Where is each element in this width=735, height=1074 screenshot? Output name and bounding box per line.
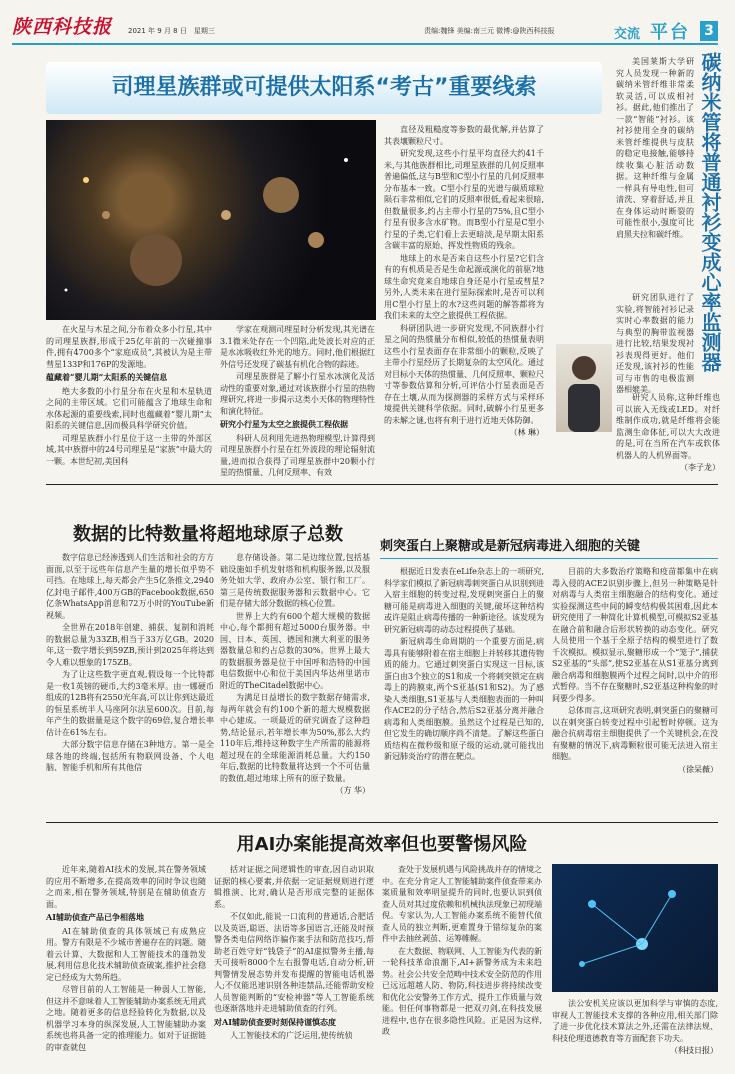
spike-para: 总体而言,这项研究表明,刺突蛋白的聚糖可以在刺突蛋白转变过程中引起暂时停顿。这为融合抗病毒宿主细胞提供了一个关键机会,在没有聚糖的情况下,病毒颗粒很可能无法进入宿主细胞。 (552, 706, 718, 761)
shirt-photo (556, 344, 612, 432)
ai-col-4 (552, 998, 718, 1057)
spike-para: 根据近日发表在eLife杂志上的一项研究,科学家们模拟了新冠病毒刺突蛋白从识别到进入宿主细胞的转变过程,发现刺突蛋白上的聚糖可能是病毒进入细胞的关键,破坏这种结构或许是阻止病毒传播的一种新途径。该发现为研究新冠病毒的动态过程提供了基础。 (384, 567, 544, 634)
network-icon (552, 864, 718, 992)
section-label-2: 平台 (650, 22, 690, 43)
spike-title-band (380, 536, 718, 559)
ai-para: 查处于发展机遇与风险挑战并存的情境之中。在充分肯定人工智能辅助案件侦查带来办案质量和效率明显提升的同时,也要认识到侦查人员对其过度依赖和机械执法现象已初现端倪。专家认为,人工智能办案系统不能替代侦查人员的独立判断,更难置身于错综复杂的案件中去抽丝剥茧、运筹帷幄。 (382, 865, 542, 943)
spike-title: 刺突蛋白上聚糖或是新冠病毒进入细胞的关键 (380, 539, 641, 554)
asteroid-para: 地球上的水是否来自这些小行星?它们含有的有机质是否是生命起源或演化的前驱?地球生命究竟来自地球自身还是小行星或彗星?另外,人类未来在进行星际探索时,是否可以利用C型小行星上的水?这些问题的解答都将为我们未来的太空之旅提供工程依据。 (384, 253, 544, 320)
asteroid-image (46, 120, 376, 320)
ai-para: 人工智能技术的广泛运用,使传统侦 (230, 1031, 353, 1040)
ai-para: 不仅如此,能说一口流利的普通话,合肥话以及英语,聪语、法语等多国语言,还能及时预警各类电信网络诈骗作案手法和防范技巧,帮助老百姓守好“钱袋子”的AI虚拟警务主播,每天可接听8000个左右报警电话,自动分析,研判警情发展态势并发布提醒的智能电话机器人;不仅能迅速识别各种违禁品,还能帮助安检人员智能判断的“安检神器”等人工智能系统也逐渐落地并走进辅助侦查的行列。 (214, 912, 374, 1013)
ai-col-3 (382, 864, 542, 1039)
asteroid-lead: 在火星与木星之间,分布着众多小行星,其中的司理星族群,形成于25亿年前的一次碰撞事件,拥有4700多个“家庭成员”,其被认为是主带彗星133P和176P的发源地。 (46, 325, 212, 369)
ai-image (552, 864, 718, 992)
asteroid-col-1 (46, 324, 212, 468)
data-para: 世界上大约有600个超大规模的数据中心,每个都拥有超过5000台服务器。中国、日本、英国、德国和澳大利亚的服务器数量总和约占总数的30%。世界上最大的数据服务器是位于中国呼和浩特的中国电信数据中心和位于美国内华达州里诺市附近的TheCitadel数据中心。 (220, 611, 370, 690)
asteroid-col-3 (384, 124, 544, 439)
section-divider (46, 484, 718, 485)
header-rule (12, 43, 718, 45)
data-title: 数据的比特数量将超地球原子总数 (73, 524, 343, 545)
data-col-2 (220, 552, 370, 797)
shirt-para: 研究团队进行了实验,将智能衬衫记录实时心率数据的能力与典型的胸带监视器进行比较,结果发现衬衫表现得更好。他们还发现,该衬衫的性能可与市售的电极监测器相媲美。 (616, 293, 694, 394)
asteroid-para: 司理星族群小行星位于这一主带的外部区域,其中族群中的24号司理星是“家族”中最大的一颗。本世纪初,美国科 (46, 433, 212, 466)
data-para: 为满足日益增长的数字数据存储需求,每两年就会有约100个新的超大规模数据中心建成。一项最近的研究调查了这种趋势,结论显示,若年增长率为50%,那么大约110年后,维持这种数字生产所需的能源将超过现在的全球能源消耗总量。大约150年后,数据的比特数量将达到一个不可估量的数值,超过地球上所有的原子数量。 (220, 693, 370, 783)
data-para: 为了让这些数字更直观,假设每一个比特都是一枚1英镑的硬币,大约3毫米厚。由一娜硬币组成的12B将有2550光年高,可以让你到达最近的恒星系统半人马座阿尔法星600次。目前,每年产生的数据量是这个数字的69倍,复合增长率估计在61%左右。 (46, 670, 214, 737)
ai-col-2 (214, 864, 374, 1043)
asteroid-para: 绝大多数的小行星分布在火星和木星轨道之间的主带区域。它们可能蕴含了地球生命和水体起源的重要线索,同时也蕴藏着“婴儿期”太阳系的关键信息,因而极具科学研究价值。 (46, 386, 212, 430)
data-para: 全世界在2018年创建、捕获、复制和消耗的数据总量为33ZB,相当于33万亿GB。2020年,这一数字增长到59ZB,预计到2025年将达到令人难以想象的175ZB。 (46, 623, 214, 667)
ai-subhead-1: AI辅助侦查产品已争相落地 (46, 912, 144, 922)
shirt-title: 碳纳米管将普通衬衫变成心率监测器 (698, 52, 722, 372)
ai-col-1 (46, 864, 206, 1054)
asteroid-title-band (46, 62, 602, 114)
asteroid-byline: （林 琳） (509, 428, 544, 437)
spike-col-1 (384, 566, 544, 764)
section-label: 交流 (614, 27, 641, 42)
shirt-text (616, 56, 694, 241)
shirt-para: 研究人员称,这种纤维也可以嵌入无线或LED。对纤维制作成功,就是纤维将会能监测生命体征,可以大大改进的是,可在当所在汽车或软体机器人的人机界面等。 (616, 393, 720, 460)
asteroid-para: 科研人员利用先进热物理模型,计算得到司理星族群小行星在红外波段的理论辐射流量,进而拟合获得了司理星族群中20颗小行星的热惯量、几何反照率、有效 (220, 433, 375, 477)
ai-para: AI在辅助侦查的具体领域已有成熟应用。警方有限是不少城市普遍存在的问题。随着云计算、大数据和人工智能技术的蓬勃发展,利用信息化技术辅助侦查破案,推护社会稳定已经成为大势所趋。 (46, 926, 206, 982)
data-para: 数字信息已经渗透到人们生活和社会的方方面面,以至于远些年信息产生量的增长似乎势不可挡。在地球上,每天都会产生5亿条推文,2940亿封电子邮件,400万GB的Facebook数据,650亿条WhatsApp消息和72万小时的YouTube新视频。 (46, 553, 214, 620)
person-icon (556, 344, 612, 432)
ai-subhead-2: 对AI辅助侦查要时刻保持谨慎态度 (214, 1016, 336, 1027)
brand-logo: 陕西科技报 (12, 16, 113, 38)
ai-para: 近年来,随着AI技术的发展,其在警务领域的应用不断增多,在提高效率的同时争议也随之而来,相在警务领域,特别是在辅助侦查方面。 (46, 865, 206, 909)
asteroid-para: 学家在观测司理星时分析发现,其光谱在3.1微米处存在一个凹陷,此处波长对应的正是水冰吸收红外光的地方。同时,他们根据红外信号还发现了碳基有机化合物的踪迹。 (220, 325, 375, 369)
data-para: 大部分数字信息存储在3种地方。第一是全球各地的终端,包括所有物联网设备、个人电脑、智能手机和所有其他信 (46, 740, 214, 772)
shirt-text-3 (616, 392, 720, 474)
shirt-byline: （李子龙） (680, 463, 720, 472)
masthead (0, 0, 735, 44)
asteroid-para: 研究发现,这些小行星平均直径大约41千米,与其他族群相比,司理星族群的几何反照率普遍偏低,这与B型和C型小行星的几何反照率分布基本一致。C型小行星的光谱与碳质球粒陨石非常相似,它们的反照率很低,看起来很暗,但数量很多,约占主带小行星的75%,且C型小行星有很多含水矿物。而B型小行星是C型小行星的子类,它们看上去更暗淡,是早期太阳系含碳丰富的原始、挥发性物质的残余。 (384, 149, 544, 250)
data-byline: （方 华） (335, 786, 370, 795)
shirt-text-2 (616, 292, 694, 397)
shirt-para: 美国莱斯大学研究人员发现一种新的碳纳米管纤维非常柔软灵活,可以成相衬衫。据此,他们推出了一款“智能”衬衫。该衬衫使用全身的碳纳米管纤维提供与皮肤的稳定电接触,能够持续收集心脏活动数据。这种纤维与金属一样具有导电性,但可清洗、穿着舒适,并且在身体运动时断裂的可能性很小,强度可比肩黑夫拉和碳纤维。 (616, 57, 694, 239)
ai-para: 括对证据之间逻辑性的审查,因自动识取证据的核心要素,并依据一定证据规则进行逻辑推演、比对,确认是否形成完整的证据体系。 (214, 865, 374, 909)
spike-col-2 (552, 566, 718, 775)
spike-para: 目前的大多数治疗策略和疫苗都集中在病毒入侵的ACE2识别步骤上,但另一种策略是针对病毒与人类宿主细胞融合的结构变化。通过实验探测这些中间的瞬变结构极其困难,因此本研究使用了一种简化计算机模型,可模拟S2亚基在融合前和融合后形状转换的动态变化。研究人员使用一个基于全原子结构的模型进行了数千次模拟。模拟显示,聚糖形成一个“笼子”,捕获S2亚基的“头部”,使S2亚基在从S1亚基分离到融合病毒和细胞膜两个过程之间时,以中介的形式暂停。当不存在聚糖时,S2亚基这种构象的时间要少得多。 (552, 567, 718, 703)
asteroid-para: 科研团队进一步研究发现,不同族群小行星之间的热惯量分布相似,较低的热惯量表明这些小行星表面存在非常细小的颗粒,反映了主带小行星经历了长期复杂的太空风化。通过对目标小天体的热惯量、几何反照率、颗粒尺寸等参数估算和分析,可评估小行星表面是否存在土壤,从而为探测器的采样方式与采样环境提供关键科学依据。同时,破解小行星更多的未解之谜,也将有利于进行近地天体防御。 (384, 323, 544, 425)
ai-byline: （科技日报） (670, 1046, 718, 1055)
asteroid-subhead-1: 蕴藏着“婴儿期”太阳系的关键信息 (46, 372, 168, 382)
asteroid-col-2 (220, 324, 375, 480)
spike-byline: （徐呆薇） (678, 764, 718, 774)
data-para: 息存储设备。第二是边缘位置,包括基础设施如手机发射塔和机构服务器,以及服务处如大学、政府办公室、银行和工厂。第三是传统数据服务器和云数据中心。它们是存储大部分数据的核心位置。 (220, 553, 370, 608)
spike-para: 新冠病毒生命周期的一个重要方面是,病毒具有能够附着在宿主细胞上并转移其遗传物质的能力。它通过刺突蛋白实现这一目标,该蛋白由3个独立的S1和成一个将刺突锁定在病毒上的跨膜束,两个S亚基(S1和S2)。为了感染人类细胞,S1亚基与人类细胞表面的一种叫作ACE2的分子结合,然后S2亚基分离并融合病毒和人类细胞膜。虽然这个过程是已知的,但它发生的确切顺序尚不清楚。了解这些蛋白质结构在微秒级和原子级的运动,就可能找出新冠肺炎治疗的潜在靶点。 (384, 637, 544, 761)
ai-para: 法公安机关应该以更加科学与审慎的态度,审视人工智能技术支撑的各种应用,相关部门除了进一步优化技术算法之外,还需在法律法规、科技伦理道德教育等方面配套下功夫。 (552, 999, 718, 1043)
asteroid-para: 直径及粗糙度等参数的最优解,并估算了其表壤颗粒尺寸。 (384, 125, 544, 146)
asteroid-subhead-2: 研究小行星为太空之旅提供工程依据 (220, 419, 348, 429)
section-divider (46, 822, 718, 823)
ai-title: 用AI办案能提高效率但也要警惕风险 (236, 834, 528, 855)
editor-credits: 责编:魏锋 美编:南三元 微博:@陕西科技报 (424, 27, 555, 35)
ai-para: 尽管目前的人工智能是一种弱人工智能,但这并不意味着人工智能辅助办案系统无用武之地。随着更多的信息经验转化为数据,以及机器学习本身的纵深发展,人工智能辅助办案系统也将具备一定的推理能力。如对于证据链的审查就包 (46, 985, 206, 1052)
page-number: 3 (700, 21, 718, 41)
asteroid-para: 司理星族群是了解小行星水冰演化及活动性的重要对象,通过对该族群小行星的热物理研究,将进一步揭示这类小天体的物理特性和演化特征。 (220, 372, 375, 416)
ai-para: 在大数据、物联网、人工智能为代表的新一轮科技革命浪潮下,AI+新警务成为未来趋势。社会公共安全范畴中技术安全防范的作用已远远超越人防、物防,科技进步将持续改变和优化公安警务工作方式、提升工作质量与效能。但任何事物都是一把双刃剑,在科技发展进程中,也存在很多隐性风险。正是因为这样,政 (382, 946, 542, 1036)
data-col-1 (46, 552, 214, 775)
space-scene (46, 120, 376, 320)
issue-date: 2021 年 9 月 8 日 星期三 (128, 27, 215, 35)
asteroid-title: 司理星族群或可提供太阳系“考古”重要线索 (111, 75, 537, 100)
